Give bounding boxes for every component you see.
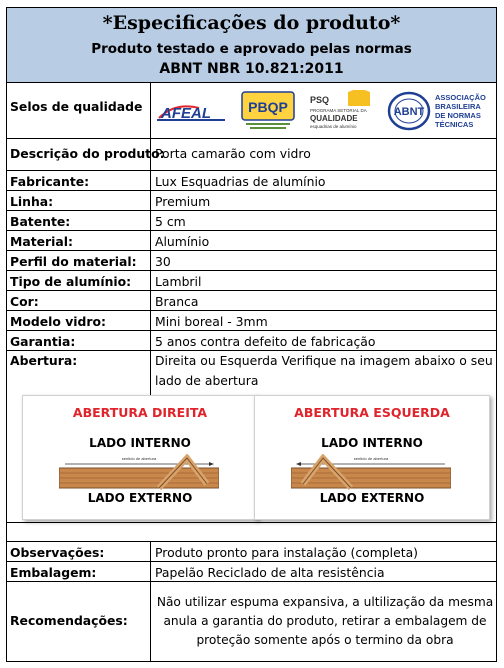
spec-label-tipo: Tipo de alumínio: bbox=[10, 274, 132, 289]
recomendacoes-line-2: anula a garantia do produto, retirar a embalagem de bbox=[163, 614, 487, 628]
spec-value-descricao: Porta camarão com vidro bbox=[155, 146, 311, 161]
spec-label-linha: Linha: bbox=[10, 194, 54, 209]
lado-interno-label: LADO INTERNO bbox=[89, 436, 191, 450]
abnt-logo bbox=[387, 91, 431, 131]
psq-text: PSQ bbox=[310, 95, 330, 105]
arrow-caption: sentido de abertura bbox=[121, 456, 157, 461]
quality-seals bbox=[155, 88, 495, 134]
subtitle-line-2: ABNT NBR 10.821:2011 bbox=[159, 61, 344, 77]
observacoes-value: Produto pronto para instalação (completa) bbox=[155, 545, 419, 560]
svg-text:BRASILEIRA: BRASILEIRA bbox=[435, 102, 481, 111]
spec-value-linha: Premium bbox=[155, 194, 211, 209]
header bbox=[7, 8, 496, 82]
spec-value-fabricante: Lux Esquadrias de alumínio bbox=[155, 174, 326, 189]
abertura-direita-title: ABERTURA DIREITA bbox=[72, 405, 208, 420]
recomendacoes-line-1: Não utilizar espuma expansiva, a ultilização da mesma bbox=[156, 595, 494, 609]
lado-externo-label: LADO EXTERNO bbox=[87, 491, 193, 505]
pbqp-text: PBQP bbox=[248, 99, 288, 115]
psq-logo bbox=[308, 90, 380, 132]
spec-label-batente: Batente: bbox=[10, 214, 71, 229]
abertura-esquerda-panel bbox=[254, 395, 490, 520]
spec-value-tipo: Lambril bbox=[155, 274, 202, 289]
spec-label-descricao: Descrição do produto: bbox=[10, 146, 165, 161]
abnt-association-text bbox=[435, 92, 497, 132]
abnt-text: ABNT bbox=[393, 106, 425, 118]
psq-program-text: PROGRAMA SETORIAL DA bbox=[310, 108, 367, 113]
spec-value-perfil: 30 bbox=[155, 254, 171, 269]
door-diagram-direita bbox=[59, 454, 219, 490]
afeal-logo bbox=[155, 100, 235, 124]
spec-label-garantia: Garantia: bbox=[10, 334, 76, 349]
embalagem-value: Papelão Reciclado de alta resistência bbox=[155, 565, 385, 580]
arrow-caption: sentido de abertura bbox=[353, 456, 389, 461]
spec-value-batente: 5 cm bbox=[155, 214, 186, 229]
spec-value-modelo-vidro: Mini boreal - 3mm bbox=[155, 314, 268, 329]
spec-label-perfil: Perfil do material: bbox=[10, 254, 137, 269]
spec-label-cor: Cor: bbox=[10, 294, 39, 309]
recomendacoes-label: Recomendações: bbox=[10, 613, 128, 628]
lado-interno-label: LADO INTERNO bbox=[321, 436, 423, 450]
abertura-value-line-1: Direita ou Esquerda Verifique na imagem abaixo o seu bbox=[155, 353, 493, 368]
svg-text:DE NORMAS: DE NORMAS bbox=[435, 111, 481, 120]
abertura-value-line-2: lado de abertura bbox=[155, 373, 259, 388]
afeal-text: AFEAL bbox=[161, 105, 211, 122]
spec-sheet bbox=[6, 7, 497, 662]
subtitle-line-1: Produto testado e aprovado pelas normas bbox=[91, 41, 412, 57]
abertura-label: Abertura: bbox=[10, 353, 78, 368]
seals-label: Selos de qualidade bbox=[10, 99, 143, 114]
pbqp-logo bbox=[240, 90, 300, 132]
abertura-esquerda-title: ABERTURA ESQUERDA bbox=[294, 405, 450, 420]
psq-quality-text: QUALIDADE bbox=[310, 114, 358, 123]
spec-value-cor: Branca bbox=[155, 294, 199, 309]
recomendacoes-line-3: proteção somente após o termino da obra bbox=[196, 633, 454, 647]
embalagem-label: Embalagem: bbox=[10, 565, 97, 580]
abertura-direita-panel bbox=[22, 395, 258, 520]
spec-label-fabricante: Fabricante: bbox=[10, 174, 90, 189]
svg-text:TÉCNICAS: TÉCNICAS bbox=[435, 120, 474, 129]
spec-value-garantia: 5 anos contra defeito de fabricação bbox=[155, 334, 376, 349]
psq-sub-text: esquadrias de alumínio bbox=[310, 124, 357, 129]
svg-text:ASSOCIAÇÃO: ASSOCIAÇÃO bbox=[435, 93, 486, 102]
door-diagram-esquerda bbox=[291, 454, 451, 490]
spec-label-modelo-vidro: Modelo vidro: bbox=[10, 314, 106, 329]
spec-value-material: Alumínio bbox=[155, 234, 210, 249]
page-title: *Especificações do produto* bbox=[102, 12, 401, 34]
spec-label-material: Material: bbox=[10, 234, 73, 249]
lado-externo-label: LADO EXTERNO bbox=[319, 491, 425, 505]
observacoes-label: Observações: bbox=[10, 545, 105, 560]
